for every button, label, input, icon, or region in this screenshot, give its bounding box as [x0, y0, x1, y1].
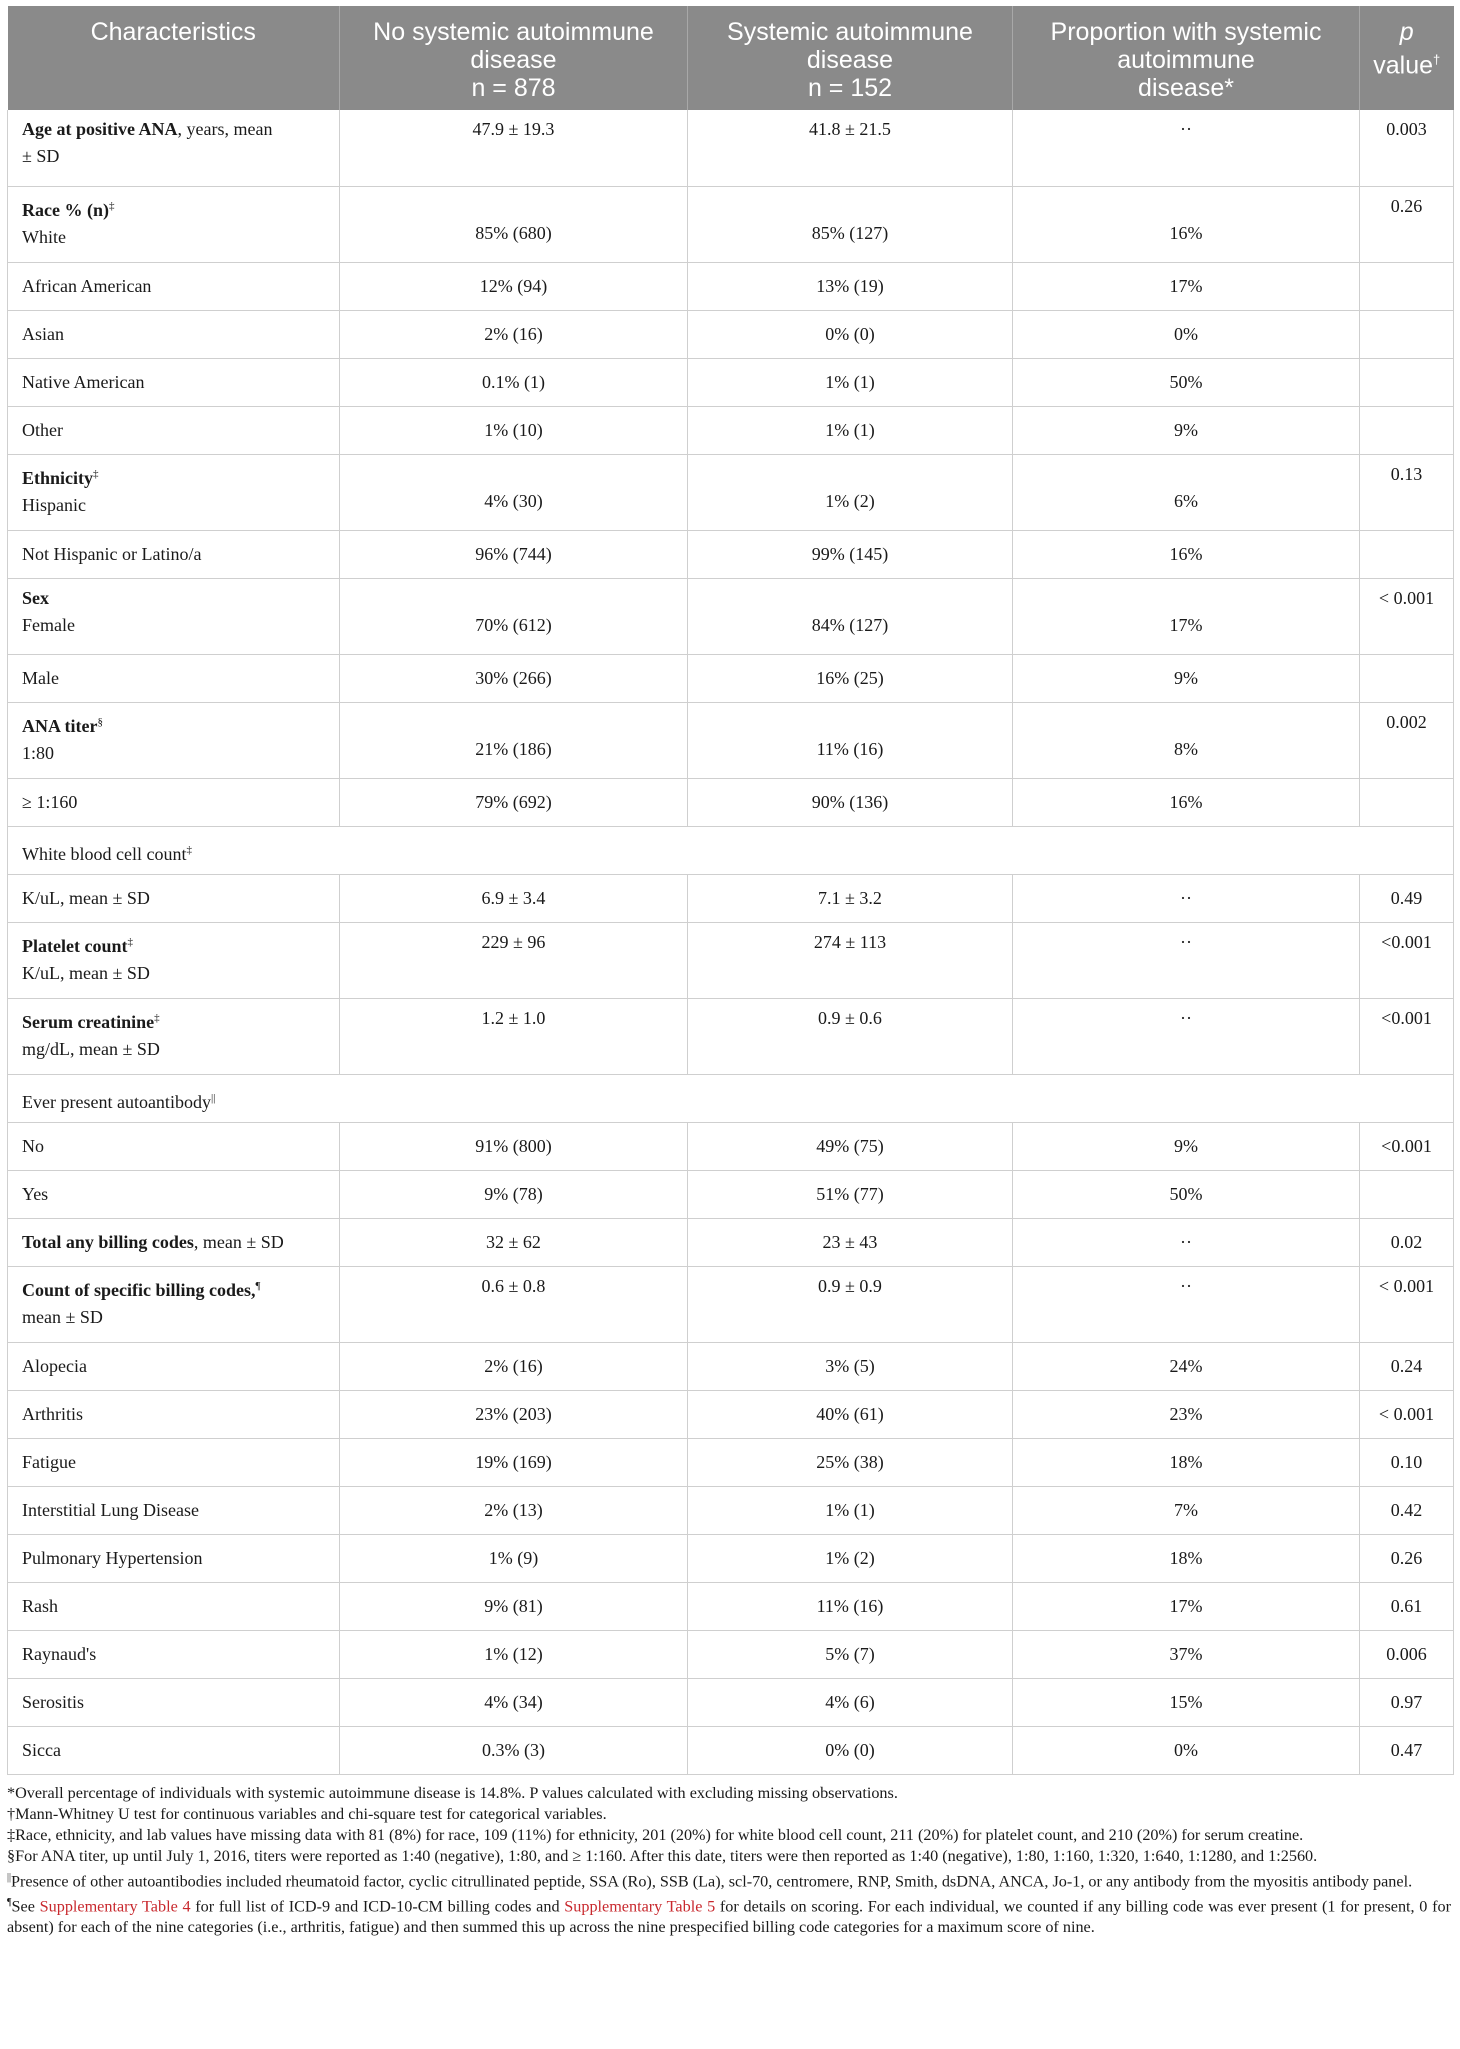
cell-proportion: 16%: [1013, 186, 1360, 262]
cell-no-disease: 6.9 ± 3.4: [340, 874, 688, 922]
row-label: Raynaud's: [8, 1630, 340, 1678]
row-label: Native American: [8, 358, 340, 406]
table-row: [8, 1342, 1454, 1390]
row-label: Ethnicity‡ Hispanic: [8, 454, 340, 530]
cell-disease: 3% (5): [688, 1342, 1013, 1390]
cell-disease: 7.1 ± 3.2: [688, 874, 1013, 922]
cell-p-value: [1360, 778, 1454, 826]
cell-no-disease: 19% (169): [340, 1438, 688, 1486]
cell-proportion: ··: [1013, 1266, 1360, 1342]
row-label: Sex Female: [8, 578, 340, 654]
cell-proportion: 9%: [1013, 1122, 1360, 1170]
cell-no-disease: 30% (266): [340, 654, 688, 702]
cell-proportion: ··: [1013, 1218, 1360, 1266]
table-row: [8, 1438, 1454, 1486]
cell-p-value: 0.26: [1360, 1534, 1454, 1582]
cell-proportion: 18%: [1013, 1534, 1360, 1582]
row-label: Male: [8, 654, 340, 702]
cell-p-value: < 0.001: [1360, 578, 1454, 654]
header-no-disease: No systemic autoimmune disease n = 878: [340, 6, 688, 110]
cell-proportion: 17%: [1013, 262, 1360, 310]
cell-p-value: 0.49: [1360, 874, 1454, 922]
cell-disease: 51% (77): [688, 1170, 1013, 1218]
header-proportion: Proportion with systemic autoimmune disease*: [1013, 6, 1360, 110]
cell-disease: 1% (1): [688, 358, 1013, 406]
cell-disease: 5% (7): [688, 1630, 1013, 1678]
cell-no-disease: 85% (680): [340, 186, 688, 262]
cell-disease: 40% (61): [688, 1390, 1013, 1438]
cell-disease: 16% (25): [688, 654, 1013, 702]
cell-proportion: 16%: [1013, 530, 1360, 578]
table-row: [8, 654, 1454, 702]
cell-p-value: 0.42: [1360, 1486, 1454, 1534]
cell-disease: 85% (127): [688, 186, 1013, 262]
table-row: [8, 1534, 1454, 1582]
table-row: [8, 1678, 1454, 1726]
cell-proportion: 8%: [1013, 702, 1360, 778]
cell-proportion: 17%: [1013, 1582, 1360, 1630]
cell-proportion: 0%: [1013, 1726, 1360, 1774]
row-label: Platelet count‡ K/uL, mean ± SD: [8, 922, 340, 998]
table-row: [8, 1726, 1454, 1774]
cell-no-disease: 79% (692): [340, 778, 688, 826]
cell-proportion: 24%: [1013, 1342, 1360, 1390]
table-row: [8, 1390, 1454, 1438]
cell-no-disease: 1.2 ± 1.0: [340, 998, 688, 1074]
row-label: ≥ 1:160: [8, 778, 340, 826]
table-row: [8, 778, 1454, 826]
row-label: Serum creatinine‡ mg/dL, mean ± SD: [8, 998, 340, 1074]
footnote-billing-codes: ¶See Supplementary Table 4 for full list of ICD-9 and ICD-10-CM billing codes and Supplementary Table 5 for details on scoring. For each individual, we counted if any billing code was ever present (1 for present, 0 for absent) for each of the nine categories (i.e., arthritis, fatigue) and then summed this up across the nine prespecified billing code categories for a maximum score of nine.: [7, 1896, 1451, 1937]
cell-disease: 11% (16): [688, 702, 1013, 778]
supplementary-table-4-link[interactable]: Supplementary Table 4: [39, 1897, 191, 1916]
cell-proportion: 50%: [1013, 1170, 1360, 1218]
cell-proportion: ··: [1013, 874, 1360, 922]
table-row: [8, 1266, 1454, 1342]
cell-proportion: 37%: [1013, 1630, 1360, 1678]
cell-p-value: [1360, 262, 1454, 310]
table-row: [8, 310, 1454, 358]
cell-disease: 0% (0): [688, 310, 1013, 358]
cell-p-value: [1360, 654, 1454, 702]
row-label: White blood cell count‡: [8, 826, 1454, 874]
row-label: Sicca: [8, 1726, 340, 1774]
cell-no-disease: 9% (81): [340, 1582, 688, 1630]
row-label: Alopecia: [8, 1342, 340, 1390]
cell-proportion: 16%: [1013, 778, 1360, 826]
header-characteristics: Characteristics: [8, 6, 340, 110]
cell-no-disease: 21% (186): [340, 702, 688, 778]
row-label: Pulmonary Hypertension: [8, 1534, 340, 1582]
footnote-autoantibodies: ||Presence of other autoantibodies included rheumatoid factor, cyclic citrullinated peptide, SSA (Ro), SSB (La), scl-70, centromere, RNP, Smith, dsDNA, ANCA, Jo-1, or any antibody from the myositis antibody panel.: [7, 1871, 1413, 1890]
cell-no-disease: 2% (16): [340, 310, 688, 358]
table-row: [8, 1630, 1454, 1678]
row-label: Age at positive ANA, years, mean ± SD: [8, 110, 340, 186]
cell-proportion: 7%: [1013, 1486, 1360, 1534]
row-label: Other: [8, 406, 340, 454]
cell-no-disease: 0.6 ± 0.8: [340, 1266, 688, 1342]
table-row: [8, 998, 1454, 1074]
cell-disease: 1% (2): [688, 1534, 1013, 1582]
table-row: [8, 1218, 1454, 1266]
cell-disease: 4% (6): [688, 1678, 1013, 1726]
table-row: [8, 874, 1454, 922]
cell-no-disease: 1% (12): [340, 1630, 688, 1678]
cell-p-value: <0.001: [1360, 922, 1454, 998]
table-row: [8, 358, 1454, 406]
cell-no-disease: 1% (10): [340, 406, 688, 454]
cell-p-value: 0.02: [1360, 1218, 1454, 1266]
cell-p-value: 0.61: [1360, 1582, 1454, 1630]
table-row: [8, 1486, 1454, 1534]
cell-p-value: 0.13: [1360, 454, 1454, 530]
cell-disease: 99% (145): [688, 530, 1013, 578]
table-row: [8, 406, 1454, 454]
cell-disease: 0% (0): [688, 1726, 1013, 1774]
table-row: [8, 454, 1454, 530]
cell-p-value: < 0.001: [1360, 1390, 1454, 1438]
cell-p-value: <0.001: [1360, 1122, 1454, 1170]
cell-no-disease: 2% (13): [340, 1486, 688, 1534]
cell-disease: 0.9 ± 0.6: [688, 998, 1013, 1074]
table-row: [8, 702, 1454, 778]
row-label: Serositis: [8, 1678, 340, 1726]
cell-p-value: 0.003: [1360, 110, 1454, 186]
cell-disease: 1% (1): [688, 1486, 1013, 1534]
cell-p-value: [1360, 406, 1454, 454]
row-label: Race % (n)‡ White: [8, 186, 340, 262]
row-label: Rash: [8, 1582, 340, 1630]
row-label: ANA titer§ 1:80: [8, 702, 340, 778]
cell-no-disease: 12% (94): [340, 262, 688, 310]
cell-proportion: 23%: [1013, 1390, 1360, 1438]
cell-disease: 23 ± 43: [688, 1218, 1013, 1266]
cell-proportion: ··: [1013, 110, 1360, 186]
cell-p-value: 0.47: [1360, 1726, 1454, 1774]
cell-p-value: 0.006: [1360, 1630, 1454, 1678]
table-page: [7, 6, 1453, 1938]
table-row: [8, 186, 1454, 262]
table-row: [8, 1582, 1454, 1630]
table-row: [8, 110, 1454, 186]
cell-disease: 25% (38): [688, 1438, 1013, 1486]
cell-p-value: 0.97: [1360, 1678, 1454, 1726]
cell-no-disease: 9% (78): [340, 1170, 688, 1218]
header-disease: Systemic autoimmune disease n = 152: [688, 6, 1013, 110]
row-label: Asian: [8, 310, 340, 358]
supplementary-table-5-link[interactable]: Supplementary Table 5: [564, 1897, 716, 1916]
cell-no-disease: 32 ± 62: [340, 1218, 688, 1266]
cell-disease: 274 ± 113: [688, 922, 1013, 998]
cell-no-disease: 91% (800): [340, 1122, 688, 1170]
cell-no-disease: 70% (612): [340, 578, 688, 654]
footnote-tests: †Mann-Whitney U test for continuous variables and chi-square test for categorical variables.: [7, 1804, 607, 1823]
row-label: Total any billing codes, mean ± SD: [8, 1218, 340, 1266]
row-label: African American: [8, 262, 340, 310]
cell-disease: 1% (2): [688, 454, 1013, 530]
cell-disease: 0.9 ± 0.9: [688, 1266, 1013, 1342]
cell-proportion: 17%: [1013, 578, 1360, 654]
row-label: Yes: [8, 1170, 340, 1218]
table-row: [8, 922, 1454, 998]
cell-proportion: 15%: [1013, 1678, 1360, 1726]
cell-disease: 11% (16): [688, 1582, 1013, 1630]
footnote-ana-titer: §For ANA titer, up until July 1, 2016, titers were reported as 1:40 (negative), 1:80, and ≥ 1:160. After this date, titers were then reported as 1:40 (negative), 1:80, 1:160, 1:320, 1:640, 1:1280, and 1:2560.: [7, 1846, 1318, 1865]
cell-no-disease: 229 ± 96: [340, 922, 688, 998]
cell-p-value: [1360, 310, 1454, 358]
row-label: Count of specific billing codes,¶ mean ± SD: [8, 1266, 340, 1342]
cell-no-disease: 96% (744): [340, 530, 688, 578]
row-label: Not Hispanic or Latino/a: [8, 530, 340, 578]
cell-no-disease: 0.3% (3): [340, 1726, 688, 1774]
table-row: [8, 1122, 1454, 1170]
cell-disease: 1% (1): [688, 406, 1013, 454]
table-row: [8, 1170, 1454, 1218]
cell-no-disease: 1% (9): [340, 1534, 688, 1582]
cell-p-value: < 0.001: [1360, 1266, 1454, 1342]
cell-disease: 41.8 ± 21.5: [688, 110, 1013, 186]
characteristics-table: [7, 6, 1454, 1775]
row-label: Fatigue: [8, 1438, 340, 1486]
footnote-missing: ‡Race, ethnicity, and lab values have missing data with 81 (8%) for race, 109 (11%) for ethnicity, 201 (20%) for white blood cell count, 211 (20%) for platelet count, and 210 (20%) for serum creatine.: [7, 1825, 1304, 1844]
cell-disease: 13% (19): [688, 262, 1013, 310]
table-header: [8, 6, 1454, 110]
cell-p-value: [1360, 530, 1454, 578]
cell-p-value: 0.10: [1360, 1438, 1454, 1486]
cell-no-disease: 4% (30): [340, 454, 688, 530]
cell-proportion: 50%: [1013, 358, 1360, 406]
cell-proportion: 9%: [1013, 406, 1360, 454]
table-row: [8, 530, 1454, 578]
row-label: K/uL, mean ± SD: [8, 874, 340, 922]
cell-no-disease: 23% (203): [340, 1390, 688, 1438]
cell-disease: 49% (75): [688, 1122, 1013, 1170]
table-footnotes: [7, 1783, 1453, 1939]
cell-disease: 84% (127): [688, 578, 1013, 654]
cell-no-disease: 2% (16): [340, 1342, 688, 1390]
cell-disease: 90% (136): [688, 778, 1013, 826]
header-p-value: p value†: [1360, 6, 1454, 110]
cell-p-value: 0.24: [1360, 1342, 1454, 1390]
footnote-overall: *Overall percentage of individuals with systemic autoimmune disease is 14.8%. P values calculated with excluding missing observations.: [7, 1783, 898, 1802]
table-row: [8, 826, 1454, 874]
cell-p-value: [1360, 1170, 1454, 1218]
cell-p-value: 0.26: [1360, 186, 1454, 262]
cell-proportion: ··: [1013, 998, 1360, 1074]
row-label: No: [8, 1122, 340, 1170]
cell-proportion: 9%: [1013, 654, 1360, 702]
cell-proportion: 0%: [1013, 310, 1360, 358]
table-row: [8, 1074, 1454, 1122]
row-label: Ever present autoantibody||: [8, 1074, 1454, 1122]
cell-p-value: <0.001: [1360, 998, 1454, 1074]
cell-p-value: 0.002: [1360, 702, 1454, 778]
cell-p-value: [1360, 358, 1454, 406]
cell-no-disease: 0.1% (1): [340, 358, 688, 406]
table-row: [8, 578, 1454, 654]
cell-proportion: ··: [1013, 922, 1360, 998]
cell-proportion: 6%: [1013, 454, 1360, 530]
cell-proportion: 18%: [1013, 1438, 1360, 1486]
table-row: [8, 262, 1454, 310]
cell-no-disease: 47.9 ± 19.3: [340, 110, 688, 186]
cell-no-disease: 4% (34): [340, 1678, 688, 1726]
row-label: Interstitial Lung Disease: [8, 1486, 340, 1534]
row-label: Arthritis: [8, 1390, 340, 1438]
